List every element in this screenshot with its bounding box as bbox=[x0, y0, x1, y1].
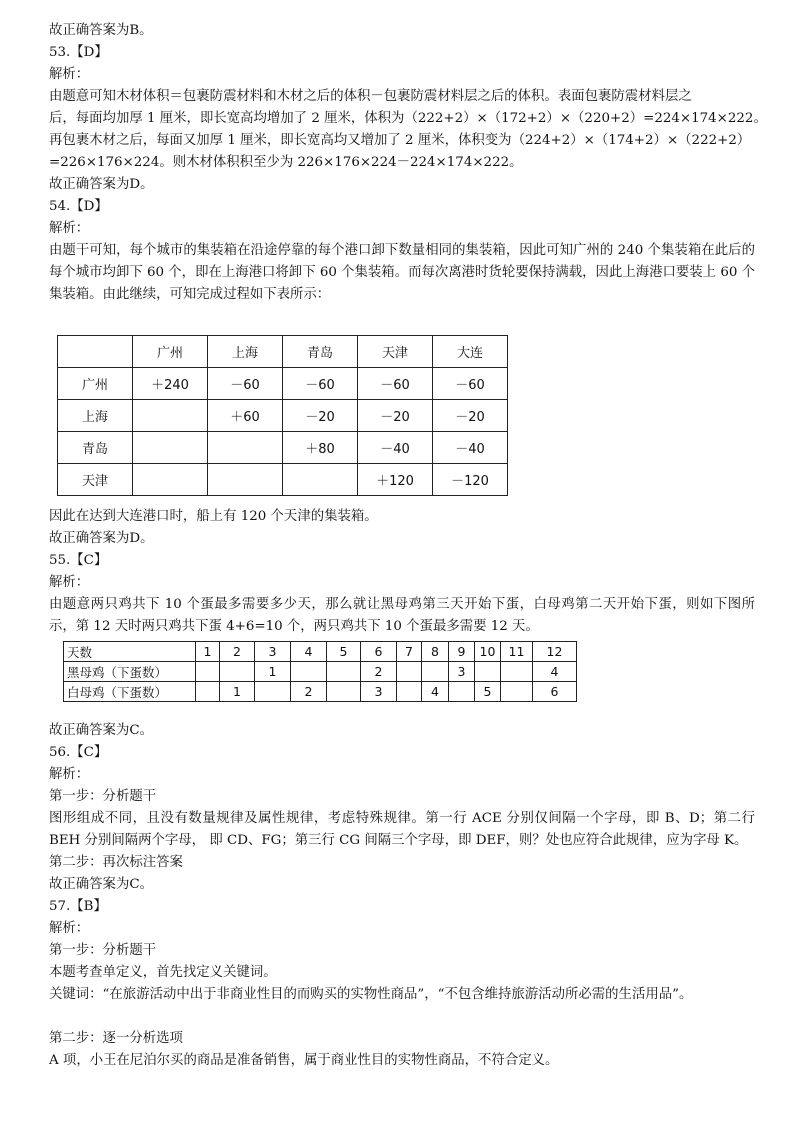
table-cell bbox=[501, 682, 533, 702]
table-cell bbox=[220, 662, 255, 682]
analysis-paragraph: 关键词：“在旅游活动中出于非商业性目的而购买的实物性商品”，“不包含维持旅游活动所必需的生活用品”。 bbox=[49, 987, 693, 1002]
table-cell: 5 bbox=[475, 682, 501, 702]
answer-line: 故正确答案为D。 bbox=[49, 177, 154, 192]
analysis-text: 再包裹木材之后，每面又加厚 1 厘米，即长宽高均又增加了 2 厘米，体积变为（224+2）×（174+2）×（222+2） bbox=[49, 133, 751, 148]
table-row bbox=[58, 464, 508, 496]
analysis-text: =226×176×224。则木材体积积至少为 226×176×224－224×174×222。 bbox=[49, 155, 523, 170]
table-cell: 上海 bbox=[58, 400, 133, 432]
table-cell: 1 bbox=[196, 642, 220, 662]
table-cell: 上海 bbox=[208, 336, 283, 368]
table-cell bbox=[255, 682, 291, 702]
analysis-label: 解析： bbox=[49, 67, 90, 82]
table-cell: 2 bbox=[361, 662, 397, 682]
table-cell: 6 bbox=[533, 682, 577, 702]
table-cell: ＋80 bbox=[283, 432, 358, 464]
table-cell bbox=[133, 400, 208, 432]
table-cell: 8 bbox=[422, 642, 449, 662]
table-cell bbox=[327, 662, 361, 682]
table-cell: 天津 bbox=[358, 336, 433, 368]
table-cell bbox=[133, 432, 208, 464]
step-heading: 第一步：分析题干 bbox=[49, 943, 157, 958]
table-cell bbox=[196, 662, 220, 682]
port-container-table bbox=[57, 335, 508, 496]
analysis-label: 解析： bbox=[49, 921, 90, 936]
table-cell: 10 bbox=[475, 642, 501, 662]
analysis-text: 由题意可知木材体积＝包裹防震材料和木材之后的体积－包裹防震材料层之后的体积。表面包裹防震材料层之 bbox=[49, 89, 692, 104]
table-cell: 大连 bbox=[433, 336, 508, 368]
table-cell: －120 bbox=[433, 464, 508, 496]
egg-laying-table bbox=[63, 641, 577, 702]
table-cell: ＋60 bbox=[208, 400, 283, 432]
question-number: 55.【C】 bbox=[49, 553, 108, 568]
table-cell: 黑母鸡（下蛋数） bbox=[64, 662, 196, 682]
analysis-label: 解析： bbox=[49, 767, 90, 782]
table-cell: 12 bbox=[533, 642, 577, 662]
table-cell: 4 bbox=[533, 662, 577, 682]
analysis-text: 因此在达到大连港口时，船上有 120 个天津的集装箱。 bbox=[49, 509, 378, 524]
table-cell: 2 bbox=[220, 642, 255, 662]
step-heading: 第二步：逐一分析选项 bbox=[49, 1031, 183, 1046]
table-cell bbox=[208, 432, 283, 464]
step-heading: 第二步：再次标注答案 bbox=[49, 855, 183, 870]
table-cell: 9 bbox=[449, 642, 475, 662]
table-cell bbox=[196, 682, 220, 702]
analysis-paragraph: 由题意两只鸡共下 10 个蛋最多需要多少天，那么就让黑母鸡第三天开始下蛋，白母鸡第二天开始下蛋，则如下图所示，第 12 天时两只鸡共下蛋 4+6=10 个，两只鸡共下 10 个蛋最多需要 12 天。 bbox=[49, 597, 755, 634]
analysis-paragraph: 由题干可知，每个城市的集装箱在沿途停靠的每个港口卸下数量相同的集装箱，因此可知广州的 240 个集装箱在此后的每个城市均卸下 60 个，即在上海港口将卸下 60 个集装箱。而每次离港时货轮要保持满载，因此上海港口要装上 60 个集装箱。由此继续，可知完成过程如下表所示： bbox=[49, 243, 756, 302]
table-cell: 6 bbox=[361, 642, 397, 662]
table-cell: ＋120 bbox=[358, 464, 433, 496]
table-cell: －60 bbox=[283, 368, 358, 400]
table-cell: 11 bbox=[501, 642, 533, 662]
table-cell: －40 bbox=[433, 432, 508, 464]
table-cell bbox=[397, 662, 422, 682]
table-row bbox=[58, 432, 508, 464]
question-number: 53.【D】 bbox=[49, 45, 108, 60]
answer-line: 故正确答案为D。 bbox=[49, 531, 154, 546]
analysis-text: 后，每面均加厚 1 厘米，即长宽高均增加了 2 厘米，体积为（222+2）×（172+2）×（220+2）=224×174×222。 bbox=[49, 111, 767, 126]
table-cell: 1 bbox=[255, 662, 291, 682]
table-cell: 青岛 bbox=[58, 432, 133, 464]
answer-line: 故正确答案为B。 bbox=[49, 23, 153, 38]
table-cell: 天数 bbox=[64, 642, 196, 662]
table-cell bbox=[475, 662, 501, 682]
table-cell: －20 bbox=[358, 400, 433, 432]
table-cell bbox=[208, 464, 283, 496]
table-cell bbox=[133, 464, 208, 496]
table-cell: －60 bbox=[433, 368, 508, 400]
table-cell: 1 bbox=[220, 682, 255, 702]
table-cell bbox=[327, 682, 361, 702]
table-cell: 3 bbox=[361, 682, 397, 702]
table-cell: 4 bbox=[291, 642, 327, 662]
analysis-text: 本题考查单定义，首先找定义关键词。 bbox=[49, 965, 277, 980]
table-cell: －20 bbox=[283, 400, 358, 432]
table-cell: 2 bbox=[291, 682, 327, 702]
table-row bbox=[58, 400, 508, 432]
analysis-label: 解析： bbox=[49, 575, 90, 590]
table-cell bbox=[397, 682, 422, 702]
table-cell: 天津 bbox=[58, 464, 133, 496]
table-row bbox=[64, 662, 577, 682]
table-cell: －60 bbox=[358, 368, 433, 400]
analysis-label: 解析： bbox=[49, 221, 90, 236]
table-cell bbox=[58, 336, 133, 368]
table-row bbox=[64, 682, 577, 702]
table-cell bbox=[501, 662, 533, 682]
analysis-text: A 项，小王在尼泊尔买的商品是准备销售，属于商业性目的实物性商品，不符合定义。 bbox=[49, 1053, 559, 1068]
table-cell: －40 bbox=[358, 432, 433, 464]
table-cell: 广州 bbox=[133, 336, 208, 368]
table-header-row bbox=[58, 336, 508, 368]
question-number: 56.【C】 bbox=[49, 745, 108, 760]
table-cell bbox=[291, 662, 327, 682]
question-number: 57.【B】 bbox=[49, 899, 107, 914]
table-cell: 白母鸡（下蛋数） bbox=[64, 682, 196, 702]
table-cell: 广州 bbox=[58, 368, 133, 400]
table-header-row bbox=[64, 642, 577, 662]
analysis-paragraph: 图形组成不同，且没有数量规律及属性规律，考虑特殊规律。第一行 ACE 分别仅间隔一个字母，即 B、D；第二行 BEH 分别间隔两个字母， 即 CD、FG；第三行 CG 间隔三个字母，即 DEF，则？处也应符合此规律，应为字母 K。 bbox=[49, 811, 755, 848]
table-cell: －20 bbox=[433, 400, 508, 432]
table-row bbox=[58, 368, 508, 400]
answer-line: 故正确答案为C。 bbox=[49, 877, 153, 892]
table-cell bbox=[449, 682, 475, 702]
step-heading: 第一步：分析题干 bbox=[49, 789, 157, 804]
answer-line: 故正确答案为C。 bbox=[49, 723, 153, 738]
table-cell: ＋240 bbox=[133, 368, 208, 400]
table-cell: 3 bbox=[255, 642, 291, 662]
table-cell: 5 bbox=[327, 642, 361, 662]
table-cell: 4 bbox=[422, 682, 449, 702]
table-cell: 青岛 bbox=[283, 336, 358, 368]
question-number: 54.【D】 bbox=[49, 199, 108, 214]
table-cell: 7 bbox=[397, 642, 422, 662]
table-cell bbox=[283, 464, 358, 496]
table-cell: 3 bbox=[449, 662, 475, 682]
table-cell: －60 bbox=[208, 368, 283, 400]
table-cell bbox=[422, 662, 449, 682]
